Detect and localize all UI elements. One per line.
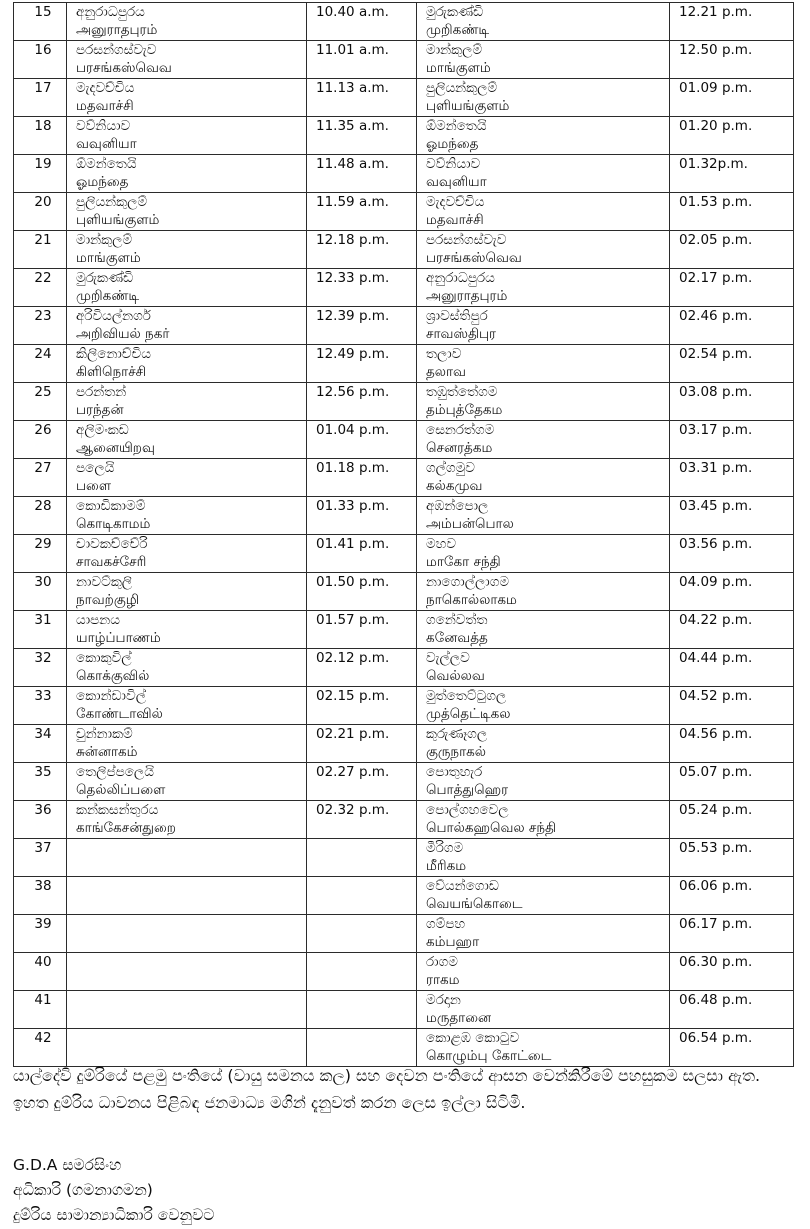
departure-station-tamil: காங்கேசன்துறை xyxy=(76,820,176,836)
arrival-time-cell: 06.30 p.m. xyxy=(670,953,794,991)
departure-station-tamil xyxy=(76,896,303,914)
arrival-station-cell xyxy=(417,687,670,725)
departure-time-cell xyxy=(307,839,417,877)
table-row xyxy=(14,649,794,687)
departure-station-tamil: மதவாச்சி xyxy=(76,98,134,114)
departure-time-cell: 11.59 a.m. xyxy=(307,193,417,231)
arrival-station-cell xyxy=(417,915,670,953)
arrival-station-tamil: மருதானை xyxy=(426,1010,492,1026)
arrival-station-tamil: முறிகண்டி xyxy=(426,22,490,38)
departure-time-cell: 01.57 p.m. xyxy=(307,611,417,649)
arrival-station-tamil: நாகொல்லாகம xyxy=(426,592,517,608)
departure-time-cell: 02.12 p.m. xyxy=(307,649,417,687)
departure-station-tamil xyxy=(76,972,303,990)
departure-time-cell: 02.15 p.m. xyxy=(307,687,417,725)
departure-station-cell xyxy=(67,763,307,801)
arrival-time-cell: 03.56 p.m. xyxy=(670,535,794,573)
row-number-cell: 34 xyxy=(14,725,67,763)
arrival-time-cell: 02.05 p.m. xyxy=(670,231,794,269)
departure-station-tamil: ஓமந்தை xyxy=(76,174,129,190)
arrival-station-sinhala: මුත්තෙට්ටුගල xyxy=(426,688,507,704)
departure-station-sinhala: පුලියන්කුලම් xyxy=(76,194,148,210)
arrival-station-cell xyxy=(417,535,670,573)
arrival-station-tamil: ஓமந்தை xyxy=(426,136,479,152)
arrival-station-sinhala: ගනේවත්ත xyxy=(426,612,488,628)
arrival-station-cell xyxy=(417,269,670,307)
arrival-station-cell xyxy=(417,421,670,459)
arrival-time-cell: 05.07 p.m. xyxy=(670,763,794,801)
arrival-station-sinhala: ගල්ගමුව xyxy=(426,460,476,476)
departure-station-tamil xyxy=(76,858,303,876)
row-number-cell: 19 xyxy=(14,155,67,193)
arrival-station-cell xyxy=(417,611,670,649)
arrival-station-sinhala: කුරුණෑගල xyxy=(426,726,488,742)
row-number-cell: 35 xyxy=(14,763,67,801)
arrival-station-sinhala: තලාව xyxy=(426,346,462,362)
arrival-station-cell xyxy=(417,307,670,345)
arrival-station-sinhala: නාගොල්ලාගම xyxy=(426,574,510,590)
arrival-time-cell: 03.08 p.m. xyxy=(670,383,794,421)
departure-time-cell: 12.39 p.m. xyxy=(307,307,417,345)
departure-station-cell xyxy=(67,1029,307,1067)
arrival-time-cell: 03.31 p.m. xyxy=(670,459,794,497)
departure-station-sinhala: මාන්කුලම් xyxy=(76,232,133,248)
departure-time-cell: 11.13 a.m. xyxy=(307,79,417,117)
departure-station-cell xyxy=(67,877,307,915)
arrival-station-sinhala: තඹුත්තේගම xyxy=(426,384,498,400)
departure-time-cell xyxy=(307,915,417,953)
arrival-time-cell: 06.17 p.m. xyxy=(670,915,794,953)
departure-station-sinhala: කන්කසන්තුරය xyxy=(76,802,159,818)
arrival-station-sinhala: මහව xyxy=(426,536,457,552)
row-number-cell: 29 xyxy=(14,535,67,573)
arrival-station-cell xyxy=(417,231,670,269)
departure-station-cell xyxy=(67,915,307,953)
departure-station-cell xyxy=(67,991,307,1029)
departure-station-sinhala: පලෙයි xyxy=(76,460,115,476)
departure-station-cell xyxy=(67,231,307,269)
departure-station-tamil: முறிகண்டி xyxy=(76,288,140,304)
arrival-time-cell: 01.09 p.m. xyxy=(670,79,794,117)
train-schedule-table xyxy=(13,2,794,1067)
arrival-station-cell xyxy=(417,991,670,1029)
departure-time-cell xyxy=(307,953,417,991)
departure-station-tamil: புளியங்குளம் xyxy=(76,212,160,228)
arrival-station-cell xyxy=(417,1029,670,1067)
arrival-station-tamil: சாவஸ்திபுர xyxy=(426,326,497,342)
arrival-station-cell xyxy=(417,3,670,41)
arrival-time-cell: 04.56 p.m. xyxy=(670,725,794,763)
arrival-station-sinhala: අඹන්පොල xyxy=(426,498,489,514)
departure-station-cell xyxy=(67,307,307,345)
arrival-station-sinhala: පුලියන්කුලම් xyxy=(426,80,498,96)
departure-station-cell xyxy=(67,345,307,383)
row-number-cell: 32 xyxy=(14,649,67,687)
row-number-cell: 33 xyxy=(14,687,67,725)
departure-time-cell: 01.18 p.m. xyxy=(307,459,417,497)
arrival-station-sinhala: පරසන්ගස්වැව xyxy=(426,232,507,248)
departure-station-tamil: அனுராதபுரம் xyxy=(76,22,158,38)
departure-time-cell: 11.01 a.m. xyxy=(307,41,417,79)
arrival-station-tamil: பரசங்கஸ்வெவ xyxy=(426,250,522,266)
arrival-station-sinhala: මැදවච්චිය xyxy=(426,194,485,210)
row-number-cell: 24 xyxy=(14,345,67,383)
arrival-station-cell xyxy=(417,383,670,421)
departure-station-sinhala: අරිවියල්නගර් xyxy=(76,308,151,324)
departure-station-sinhala: මැදවච්චිය xyxy=(76,80,135,96)
arrival-station-tamil: மதவாச்சி xyxy=(426,212,484,228)
table-row xyxy=(14,307,794,345)
table-row xyxy=(14,117,794,155)
arrival-station-tamil: அனுராதபுரம் xyxy=(426,288,508,304)
signatory-on-behalf: දුම්රිය සාමාන්‍යාධිකාරි වෙනුවට xyxy=(13,1206,215,1224)
row-number-cell: 18 xyxy=(14,117,67,155)
arrival-station-tamil: அம்பன்பொல xyxy=(426,516,514,532)
departure-station-sinhala xyxy=(76,954,303,972)
table-row xyxy=(14,611,794,649)
departure-station-cell xyxy=(67,839,307,877)
departure-station-tamil: கொக்குவில் xyxy=(76,668,150,684)
arrival-station-sinhala: වව්නියාව xyxy=(426,156,481,172)
arrival-station-tamil: மாங்குளம் xyxy=(426,60,491,76)
departure-station-tamil: பரசங்கஸ்வெவ xyxy=(76,60,172,76)
arrival-station-sinhala: මාන්කුලම් xyxy=(426,42,483,58)
arrival-station-tamil: குருநாகல் xyxy=(426,744,486,760)
departure-station-sinhala: නාවට්කුලි xyxy=(76,574,133,590)
row-number-cell: 17 xyxy=(14,79,67,117)
departure-station-cell xyxy=(67,459,307,497)
arrival-station-tamil: தலாவ xyxy=(426,364,466,380)
table-row xyxy=(14,421,794,459)
departure-station-sinhala xyxy=(76,1030,303,1048)
arrival-station-cell xyxy=(417,345,670,383)
departure-time-cell: 02.32 p.m. xyxy=(307,801,417,839)
row-number-cell: 20 xyxy=(14,193,67,231)
arrival-time-cell: 04.22 p.m. xyxy=(670,611,794,649)
arrival-time-cell: 03.45 p.m. xyxy=(670,497,794,535)
arrival-station-cell xyxy=(417,801,670,839)
table-row xyxy=(14,991,794,1029)
row-number-cell: 27 xyxy=(14,459,67,497)
arrival-station-tamil: கல்கமுவ xyxy=(426,478,483,494)
arrival-station-tamil: வவுனியா xyxy=(426,174,487,190)
departure-station-sinhala: යාපනය xyxy=(76,612,120,628)
arrival-time-cell: 12.21 p.m. xyxy=(670,3,794,41)
departure-station-cell xyxy=(67,573,307,611)
arrival-station-cell xyxy=(417,41,670,79)
departure-station-sinhala: තෙලිප්පලෙයි xyxy=(76,764,154,780)
signatory-name: G.D.A සමරසිංහ xyxy=(13,1156,122,1174)
arrival-station-sinhala: කොළඹ කොටුව xyxy=(426,1030,520,1046)
arrival-station-cell xyxy=(417,649,670,687)
arrival-station-sinhala: වැල්ලව xyxy=(426,650,470,666)
arrival-station-sinhala: සෙනරත්ගම xyxy=(426,422,495,438)
departure-station-tamil: ஆனையிறவு xyxy=(76,440,155,456)
arrival-time-cell: 01.32p.m. xyxy=(670,155,794,193)
arrival-station-sinhala: ඕමන්තෙයි xyxy=(426,118,487,134)
notes-paragraphs xyxy=(13,1062,793,1116)
row-number-cell: 21 xyxy=(14,231,67,269)
departure-station-cell xyxy=(67,383,307,421)
departure-station-cell xyxy=(67,649,307,687)
table-row xyxy=(14,763,794,801)
departure-station-sinhala xyxy=(76,878,303,896)
signatory-title: අධිකාරි (ගමනාගමන) xyxy=(13,1181,153,1199)
departure-time-cell: 11.48 a.m. xyxy=(307,155,417,193)
table-row xyxy=(14,155,794,193)
departure-station-tamil xyxy=(76,934,303,952)
table-row xyxy=(14,269,794,307)
table-row xyxy=(14,1029,794,1067)
row-number-cell: 22 xyxy=(14,269,67,307)
row-number-cell: 42 xyxy=(14,1029,67,1067)
table-row xyxy=(14,497,794,535)
arrival-station-tamil: ராகம xyxy=(426,972,460,988)
departure-station-cell xyxy=(67,421,307,459)
note-reservation: යාල්දේවි දුම්රියේ පළමු පංතියේ (වායු සමනය කල) සහ දෙවන පංතියේ ආසන වෙන්කිරීමේ පහසුකම සලසා ඇත. xyxy=(13,1066,761,1085)
departure-station-tamil: சுன்னாகம் xyxy=(76,744,138,760)
arrival-station-tamil: புளியங்குளம் xyxy=(426,98,510,114)
departure-station-tamil: யாழ்ப்பாணம் xyxy=(76,630,161,646)
departure-station-sinhala xyxy=(76,992,303,1010)
departure-station-sinhala xyxy=(76,840,303,858)
arrival-time-cell: 02.54 p.m. xyxy=(670,345,794,383)
row-number-cell: 28 xyxy=(14,497,67,535)
row-number-cell: 37 xyxy=(14,839,67,877)
arrival-station-tamil: மாகோ சந்தி xyxy=(426,554,501,570)
row-number-cell: 30 xyxy=(14,573,67,611)
arrival-time-cell: 05.53 p.m. xyxy=(670,839,794,877)
arrival-station-sinhala: වේයන්ගොඩ xyxy=(426,878,499,894)
arrival-station-cell xyxy=(417,573,670,611)
departure-time-cell xyxy=(307,877,417,915)
departure-station-sinhala: කොකුවිල් xyxy=(76,650,132,666)
arrival-station-cell xyxy=(417,459,670,497)
departure-station-sinhala: පරන්තන් xyxy=(76,384,127,400)
table-row xyxy=(14,193,794,231)
departure-station-cell xyxy=(67,193,307,231)
departure-station-cell xyxy=(67,269,307,307)
departure-station-cell xyxy=(67,79,307,117)
departure-station-sinhala: චාවකච්චේරි xyxy=(76,536,148,552)
arrival-station-tamil: முத்தெட்டிகல xyxy=(426,706,511,722)
arrival-station-tamil: பொத்துஹெர xyxy=(426,782,509,798)
arrival-station-sinhala: රාගම xyxy=(426,954,458,970)
table-row xyxy=(14,801,794,839)
departure-station-tamil xyxy=(76,1010,303,1028)
departure-time-cell: 01.33 p.m. xyxy=(307,497,417,535)
departure-time-cell: 02.27 p.m. xyxy=(307,763,417,801)
arrival-time-cell: 04.09 p.m. xyxy=(670,573,794,611)
departure-station-cell xyxy=(67,117,307,155)
departure-station-tamil: வவுனியா xyxy=(76,136,137,152)
arrival-station-sinhala: මුරුකණ්ඩි xyxy=(426,4,484,20)
departure-station-tamil: பரந்தன் xyxy=(76,402,124,418)
signature-block xyxy=(13,1153,214,1228)
departure-station-tamil: தெல்லிப்பளை xyxy=(76,782,166,798)
arrival-time-cell: 03.17 p.m. xyxy=(670,421,794,459)
departure-station-tamil: மாங்குளம் xyxy=(76,250,141,266)
departure-station-cell xyxy=(67,3,307,41)
arrival-time-cell: 02.46 p.m. xyxy=(670,307,794,345)
row-number-cell: 39 xyxy=(14,915,67,953)
departure-time-cell: 12.33 p.m. xyxy=(307,269,417,307)
table-row xyxy=(14,687,794,725)
arrival-station-tamil: மீரிகம xyxy=(426,858,467,874)
arrival-station-tamil: கொழும்பு கோட்டை xyxy=(426,1048,552,1064)
departure-station-sinhala: මුරුකණ්ඩි xyxy=(76,270,134,286)
arrival-station-cell xyxy=(417,193,670,231)
arrival-station-sinhala: මීරිගම xyxy=(426,840,464,856)
departure-station-sinhala xyxy=(76,916,303,934)
departure-station-cell xyxy=(67,953,307,991)
departure-station-cell xyxy=(67,801,307,839)
departure-station-cell xyxy=(67,611,307,649)
arrival-station-sinhala: ශ්‍රාවස්තිපුර xyxy=(426,308,488,324)
departure-time-cell: 10.40 a.m. xyxy=(307,3,417,41)
table-row xyxy=(14,79,794,117)
departure-station-sinhala: වව්නියාව xyxy=(76,118,131,134)
row-number-cell: 41 xyxy=(14,991,67,1029)
arrival-station-tamil: கம்பஹா xyxy=(426,934,480,950)
arrival-station-sinhala: අනුරාධපුරය xyxy=(426,270,495,286)
arrival-time-cell: 05.24 p.m. xyxy=(670,801,794,839)
arrival-station-sinhala: ගම්පහ xyxy=(426,916,466,932)
departure-station-cell xyxy=(67,41,307,79)
table-row xyxy=(14,383,794,421)
row-number-cell: 31 xyxy=(14,611,67,649)
departure-station-tamil: கிளிநொச்சி xyxy=(76,364,147,380)
arrival-station-cell xyxy=(417,953,670,991)
departure-time-cell: 12.56 p.m. xyxy=(307,383,417,421)
departure-station-cell xyxy=(67,497,307,535)
arrival-time-cell: 12.50 p.m. xyxy=(670,41,794,79)
table-row xyxy=(14,839,794,877)
departure-station-tamil: கோண்டாவில் xyxy=(76,706,163,722)
arrival-station-cell xyxy=(417,877,670,915)
table-row xyxy=(14,725,794,763)
arrival-time-cell: 04.44 p.m. xyxy=(670,649,794,687)
arrival-station-sinhala: මරදාන xyxy=(426,992,461,1008)
departure-time-cell xyxy=(307,1029,417,1067)
departure-time-cell: 01.41 p.m. xyxy=(307,535,417,573)
arrival-station-cell xyxy=(417,79,670,117)
note-media-request: ඉහත දුම්රිය ධාවනය පිළිබඳ ජනමාධ්‍ය මගින් දැනුවත් කරන ලෙස ඉල්ලා සිටිමි. xyxy=(13,1093,526,1112)
arrival-station-sinhala: පොල්ගහවෙල xyxy=(426,802,509,818)
arrival-station-tamil: கனேவத்த xyxy=(426,630,488,646)
row-number-cell: 15 xyxy=(14,3,67,41)
departure-station-cell xyxy=(67,155,307,193)
departure-station-tamil: சாவகச்சேரி xyxy=(76,554,147,570)
row-number-cell: 36 xyxy=(14,801,67,839)
departure-station-tamil: கொடிகாமம் xyxy=(76,516,151,532)
row-number-cell: 23 xyxy=(14,307,67,345)
arrival-station-sinhala: පොතුහැර xyxy=(426,764,483,780)
departure-time-cell: 01.50 p.m. xyxy=(307,573,417,611)
arrival-station-cell xyxy=(417,497,670,535)
departure-time-cell: 01.04 p.m. xyxy=(307,421,417,459)
departure-station-sinhala: කොන්ඩාවිල් xyxy=(76,688,147,704)
arrival-station-tamil: பொல்கஹவெல சந்தி xyxy=(426,820,557,836)
table-row xyxy=(14,953,794,991)
arrival-time-cell: 06.54 p.m. xyxy=(670,1029,794,1067)
departure-station-sinhala: පරසන්ගස්වැව xyxy=(76,42,157,58)
arrival-time-cell: 06.06 p.m. xyxy=(670,877,794,915)
table-row xyxy=(14,231,794,269)
departure-station-sinhala: චුන්නාකම් xyxy=(76,726,133,742)
departure-time-cell xyxy=(307,991,417,1029)
table-row xyxy=(14,459,794,497)
row-number-cell: 38 xyxy=(14,877,67,915)
arrival-time-cell: 01.20 p.m. xyxy=(670,117,794,155)
departure-time-cell: 12.18 p.m. xyxy=(307,231,417,269)
departure-station-tamil: நாவற்குழி xyxy=(76,592,140,608)
arrival-time-cell: 06.48 p.m. xyxy=(670,991,794,1029)
departure-station-tamil: அறிவியல் நகர் xyxy=(76,326,170,342)
table-row xyxy=(14,877,794,915)
arrival-station-cell xyxy=(417,155,670,193)
row-number-cell: 25 xyxy=(14,383,67,421)
arrival-station-cell xyxy=(417,725,670,763)
arrival-station-tamil: தம்புத்தேகம xyxy=(426,402,503,418)
arrival-time-cell: 02.17 p.m. xyxy=(670,269,794,307)
arrival-station-cell xyxy=(417,763,670,801)
arrival-station-cell xyxy=(417,117,670,155)
arrival-station-tamil: செனரத்கம xyxy=(426,440,493,456)
table-row xyxy=(14,3,794,41)
arrival-station-tamil: வெல்லவ xyxy=(426,668,485,684)
departure-station-tamil: பளை xyxy=(76,478,112,494)
departure-station-sinhala: කොඩිකාමම් xyxy=(76,498,146,514)
departure-station-sinhala: අලිමංකඩ xyxy=(76,422,129,438)
departure-station-cell xyxy=(67,687,307,725)
departure-time-cell: 12.49 p.m. xyxy=(307,345,417,383)
arrival-time-cell: 01.53 p.m. xyxy=(670,193,794,231)
row-number-cell: 16 xyxy=(14,41,67,79)
table-row xyxy=(14,345,794,383)
departure-station-cell xyxy=(67,725,307,763)
departure-station-cell xyxy=(67,535,307,573)
row-number-cell: 40 xyxy=(14,953,67,991)
arrival-station-cell xyxy=(417,839,670,877)
table-row xyxy=(14,573,794,611)
row-number-cell: 26 xyxy=(14,421,67,459)
departure-station-sinhala: ඕමන්තෙයි xyxy=(76,156,137,172)
departure-station-sinhala: කිලිනොච්චිය xyxy=(76,346,151,362)
table-row xyxy=(14,535,794,573)
departure-time-cell: 11.35 a.m. xyxy=(307,117,417,155)
arrival-station-tamil: வெயங்கொடை xyxy=(426,896,523,912)
table-row xyxy=(14,915,794,953)
arrival-time-cell: 04.52 p.m. xyxy=(670,687,794,725)
departure-time-cell: 02.21 p.m. xyxy=(307,725,417,763)
departure-station-sinhala: අනුරාධපුරය xyxy=(76,4,145,20)
table-row xyxy=(14,41,794,79)
